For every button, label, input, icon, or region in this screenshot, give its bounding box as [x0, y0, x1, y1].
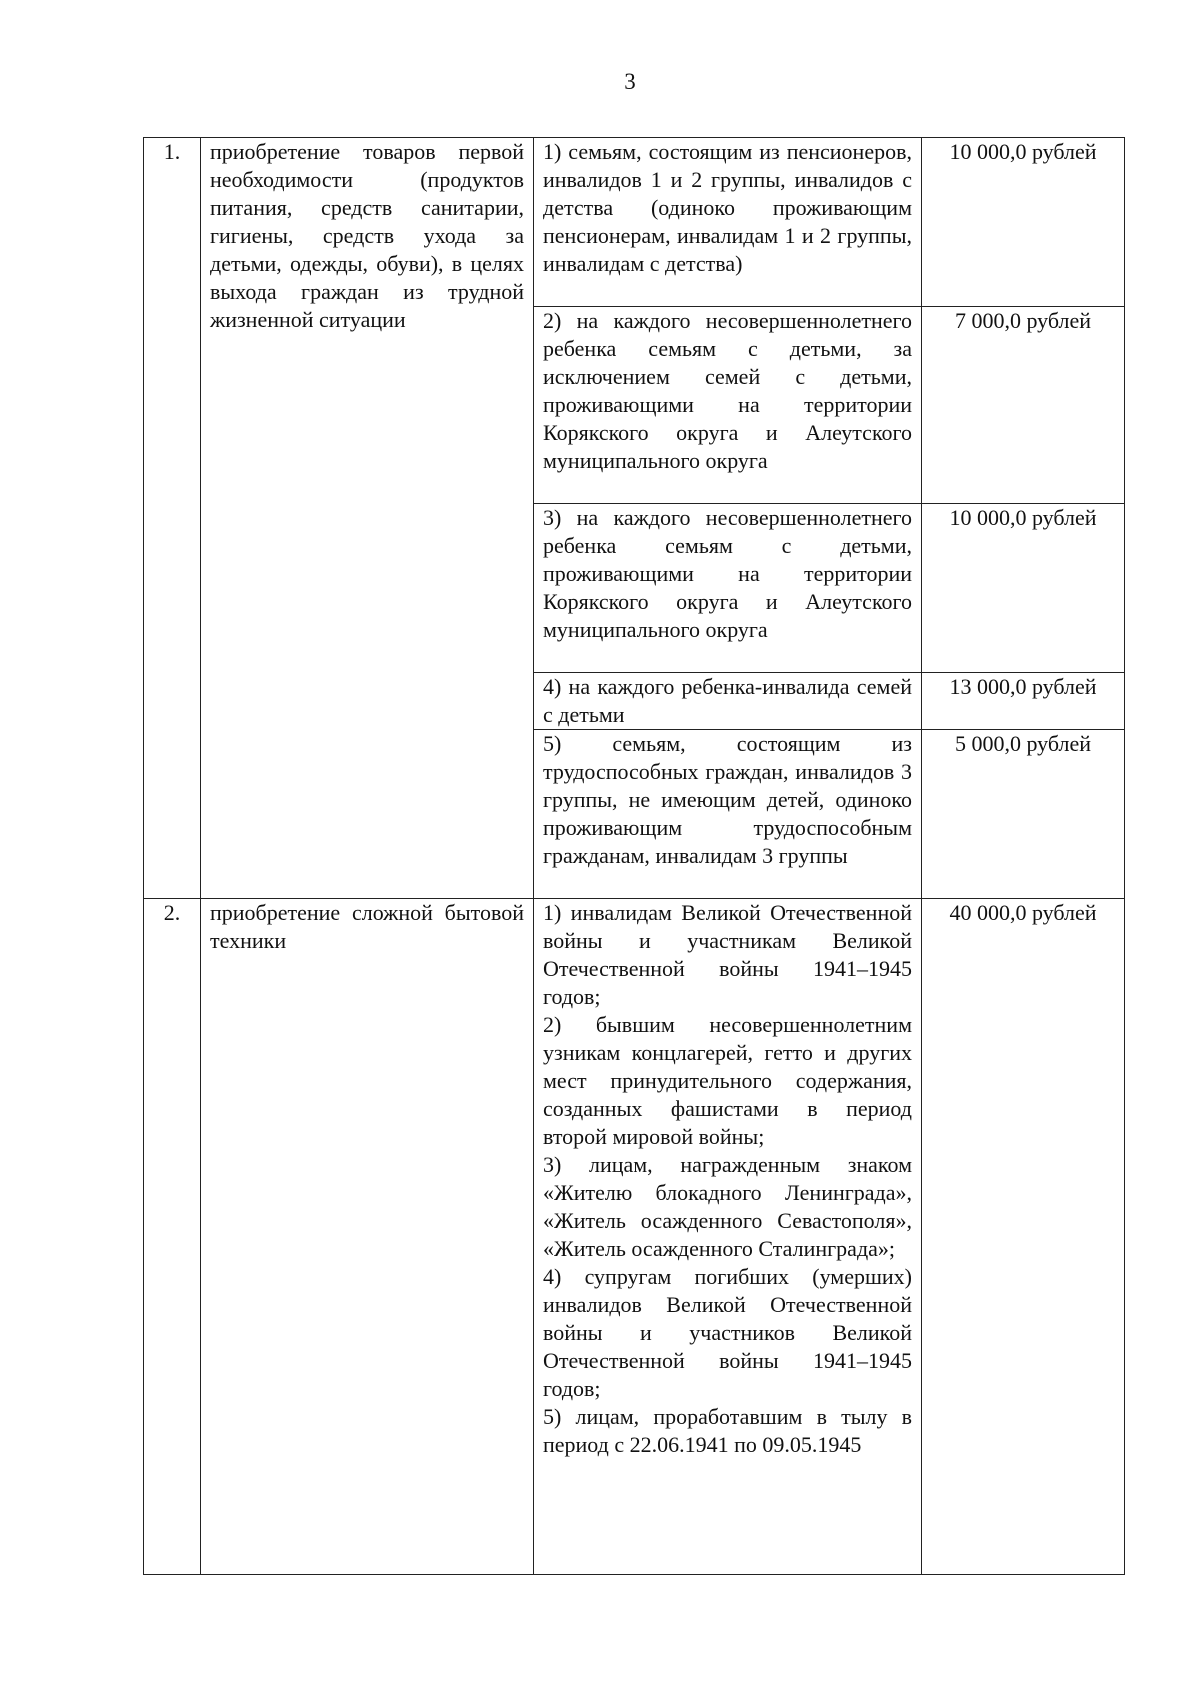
amount-cell [922, 504, 1125, 673]
table-row [144, 899, 1125, 1575]
amount-text: 13 000,0 рублей [949, 674, 1097, 699]
recipient-text: 1) семьям, состоящим из пенсионеров, инвалидов 1 и 2 группы, инвалидов с детства (одиноко проживающим пенсионерам, инвалидам 1 и 2 группы, инвалидам с детства) [543, 139, 912, 276]
purpose-cell [201, 899, 534, 1575]
benefits-table [143, 137, 1125, 1575]
recipient-text: 2) на каждого несовершеннолетнего ребенка семьям с детьми, за исключением семей с детьми, проживающими на территории Корякского округа и Алеутского муниципального округа [543, 308, 912, 473]
amount-text: 40 000,0 рублей [949, 900, 1097, 925]
recipient-paragraph: 3) лицам, награжденным знаком «Жителю блокадного Ленинграда», «Житель осажденного Севастополя», «Житель осажденного Сталинграда»; [543, 1152, 912, 1261]
amount-text: 10 000,0 рублей [949, 505, 1097, 530]
row-number: 1. [163, 139, 181, 164]
table-row [144, 138, 1125, 307]
recipient-text: 3) на каждого несовершеннолетнего ребенка семьям с детьми, проживающими на территории Корякского округа и Алеутского муниципального округа [543, 505, 912, 642]
recipient-paragraph: 1) инвалидам Великой Отечественной войны и участникам Великой Отечественной войны 1941–1945 годов; [543, 900, 912, 1009]
amount-cell [922, 899, 1125, 1575]
recipient-cell [534, 899, 922, 1575]
recipient-paragraph: 5) лицам, проработавшим в тылу в период с 22.06.1941 по 09.05.1945 [543, 1404, 912, 1457]
recipient-text: 4) на каждого ребенка-инвалида семей с детьми [543, 674, 912, 727]
row-number-cell [144, 138, 201, 899]
recipient-cell [534, 307, 922, 504]
recipient-paragraph: 4) супругам погибших (умерших) инвалидов Великой Отечественной войны и участников Великой Отечественной войны 1941–1945 годов; [543, 1264, 912, 1401]
recipient-text: 5) семьям, состоящим из трудоспособных граждан, инвалидов 3 группы, не имеющим детей, одиноко проживающим трудоспособным гражданам, инвалидам 3 группы [543, 731, 912, 868]
amount-text: 7 000,0 рублей [954, 308, 1092, 333]
recipient-cell [534, 138, 922, 307]
recipient-paragraph: 2) бывшим несовершеннолетним узникам концлагерей, гетто и других мест принудительного содержания, созданных фашистами в период второй мировой войны; [543, 1012, 912, 1149]
purpose-text: приобретение сложной бытовой техники [210, 900, 524, 953]
amount-text: 5 000,0 рублей [954, 731, 1092, 756]
row-number-cell [144, 899, 201, 1575]
recipient-cell [534, 730, 922, 899]
amount-cell [922, 673, 1125, 730]
purpose-text: приобретение товаров первой необходимости (продуктов питания, средств санитарии, гигиены, средств ухода за детьми, одежды, обуви), в целях выхода граждан из трудной жизненной ситуации [210, 139, 524, 332]
amount-cell [922, 307, 1125, 504]
purpose-cell [201, 138, 534, 899]
amount-text: 10 000,0 рублей [949, 139, 1097, 164]
amount-cell [922, 730, 1125, 899]
amount-cell [922, 138, 1125, 307]
page-number: 3 [624, 69, 636, 94]
recipient-cell [534, 504, 922, 673]
recipient-cell [534, 673, 922, 730]
row-number: 2. [163, 900, 181, 925]
